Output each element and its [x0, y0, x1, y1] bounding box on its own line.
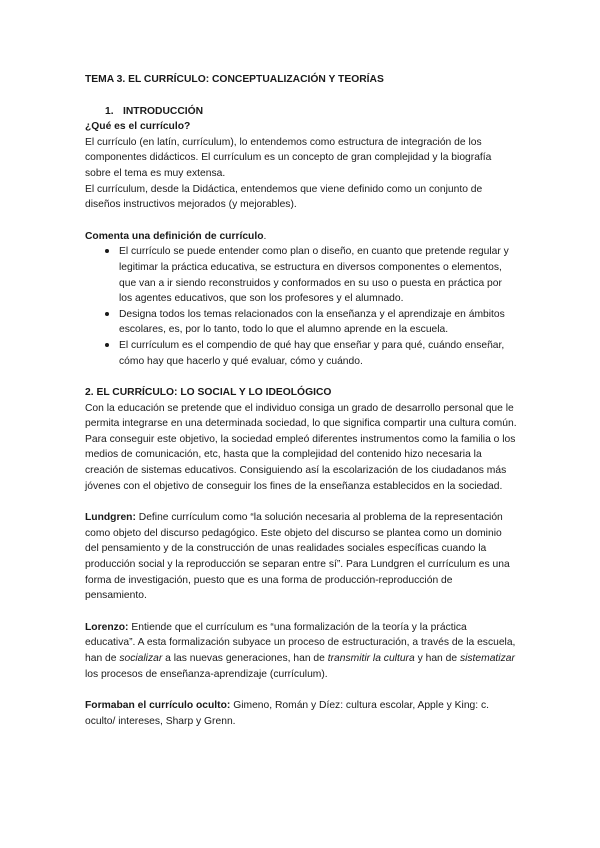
section-2-paragraph: Con la educación se pretende que el individuo consiga un grado de desarrollo personal que le permita integrarse en una determinada sociedad, lo que significa compartir una cultura común. Para conseguir este objetivo, la sociedad empleó diferentes instrumentos como la familia o los medios de comunicación, etc, hasta que la complejidad del contenido hizo necesaria la creación de sistemas educativos. Consiguiendo así la escolarización de los ciudadanos más jóvenes con el objetivo de conseguir los fines de la enseñanza establecidos en la sociedad.: [85, 402, 517, 492]
document-title: TEMA 3. EL CURRÍCULO: CONCEPTUALIZACIÓN Y TEORÍAS: [85, 74, 384, 85]
list-item: [85, 244, 517, 306]
lorenzo-label: Lorenzo:: [85, 621, 129, 633]
bullet-icon: [105, 249, 109, 253]
section-1-number: 1.: [105, 105, 114, 117]
bullet-icon: [105, 312, 109, 316]
lorenzo-text-a: Entiende que el currículum es “una formalización de la teoría y la práctica educativa”. A esta formalización subyace un proceso de estructuración, a través de la escuela, han de: [85, 621, 516, 664]
intro-paragraph-1: El currículo (en latín, currículum), lo entendemos como estructura de integración de los componentes didácticos. El currículum es un concepto de gran complejidad y la biografía sobre el tema es muy extensa.: [85, 136, 492, 179]
intro-paragraph-2: El currículum, desde la Didáctica, entendemos que viene definido como un conjunto de diseños instructivos mejorados (y mejorables).: [85, 183, 483, 211]
lorenzo-text-c: y han de: [414, 653, 460, 664]
lorenzo-italic-sistematizar: sistematizar: [459, 653, 515, 664]
list-item: [85, 307, 517, 338]
comenta-heading: [85, 229, 517, 245]
section-2-heading: 2. EL CURRÍCULO: LO SOCIAL Y LO IDEOLÓGICO: [85, 387, 332, 399]
document-page: [85, 60, 517, 729]
oculto-text: Gimeno, Román y Díez: cultura escolar, Apple y King: c. oculto/ intereses, Sharp y Grenn.: [85, 700, 490, 727]
section-1-title: INTRODUCCIÓN: [123, 105, 204, 117]
lorenzo-italic-socializar: socializar: [119, 653, 163, 664]
list-item-text: El currículum es el compendio de qué hay que enseñar y para qué, cuándo enseñar, cómo hay que hacerlo y qué evaluar, cómo y cuándo.: [119, 339, 505, 367]
oculto-label: Formaban el currículo oculto:: [85, 700, 231, 712]
comenta-tail: .: [263, 230, 267, 242]
lundgren-paragraph: [85, 510, 517, 604]
lorenzo-italic-transmitir: transmitir la cultura: [327, 653, 415, 664]
lorenzo-text-d: los procesos de enseñanza-aprendizaje (currículum).: [85, 668, 328, 680]
lundgren-text: Define currículum como “la solución necesaria al problema de la representación como objeto del discurso pedagógico. Este objeto del discurso se plantea como un dominio del pensamiento y de la construcción de unas realidades sociales específicas cuando la producción social y la reproducción se separan entre sí”. Para Lundgren el currículum es una forma de investigación, puesto que es una forma de producción-reproducción de pensamiento.: [85, 512, 510, 602]
lorenzo-text-b: a las nuevas generaciones, han de: [162, 653, 328, 664]
section-1-heading: [105, 104, 517, 120]
oculto-paragraph: [85, 698, 517, 729]
question-heading: ¿Qué es el currículo?: [85, 121, 191, 133]
definition-list: [85, 244, 517, 369]
list-item-text: El currículo se puede entender como plan o diseño, en cuanto que pretende regular y legitimar la práctica educativa, se estructura en diversos componentes o elementos, que van a ir siendo reconstruidos y conformados en su uso o puesta en práctica por los agentes educativos, que son los profesores y el alumnado.: [119, 246, 509, 305]
lundgren-label: Lundgren:: [85, 512, 136, 524]
list-item-text: Designa todos los temas relacionados con la enseñanza y el aprendizaje en ámbitos escolares, es, por lo tanto, todo lo que el alumno aprende en la escuela.: [119, 308, 505, 336]
comenta-bold: Comenta una definición de currículo: [85, 230, 264, 242]
bullet-icon: [105, 343, 109, 347]
list-item: [85, 338, 517, 369]
lorenzo-paragraph: [85, 620, 517, 682]
